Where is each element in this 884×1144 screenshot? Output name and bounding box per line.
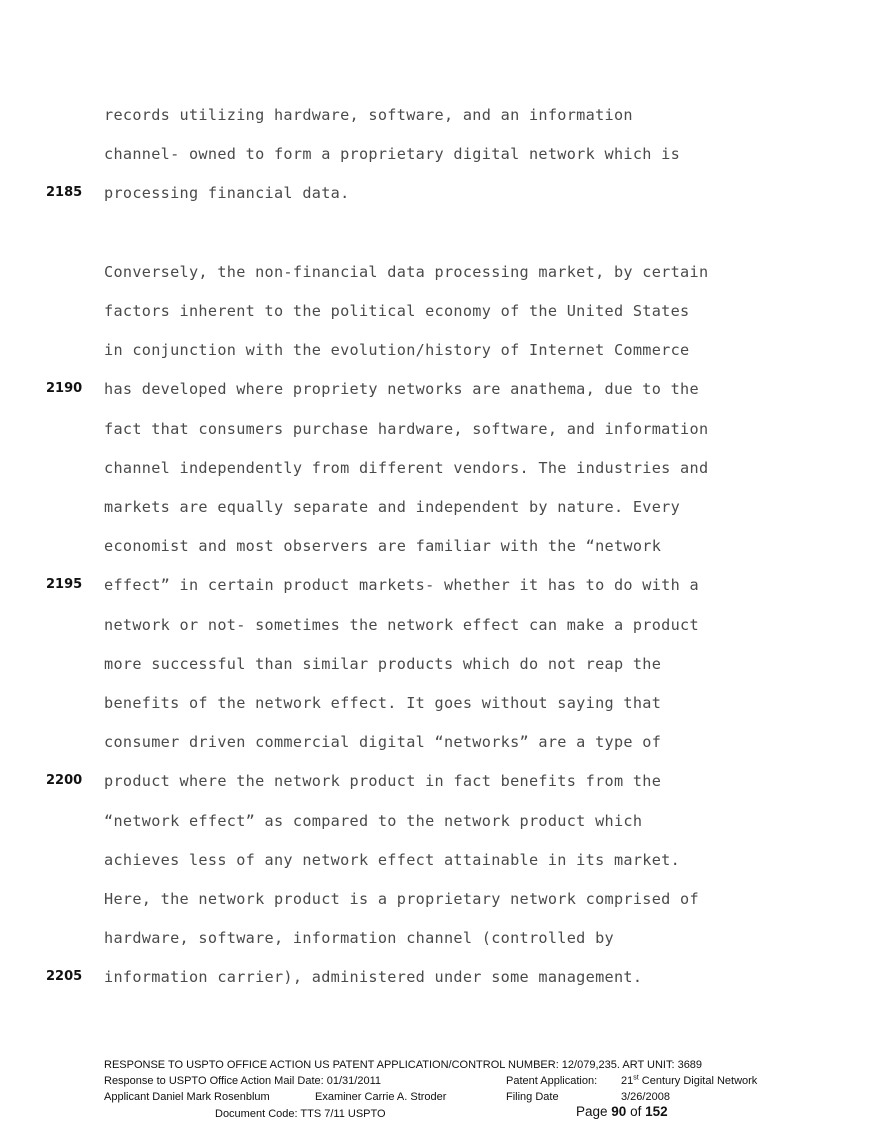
body-line: has developed where propriety networks are anathema, due to the xyxy=(104,380,699,399)
body-line: in conjunction with the evolution/history of Internet Commerce xyxy=(104,341,690,360)
footer-patent-application-label: Patent Application: xyxy=(506,1075,598,1087)
body-line: factors inherent to the political economy of the United States xyxy=(104,302,690,320)
footer-page-number: Page 90 of 152 xyxy=(576,1104,668,1119)
body-line: effect” in certain product markets- whether it has to do with a xyxy=(104,576,699,595)
body-line: information carrier), administered under some management. xyxy=(104,968,643,987)
body-line: records utilizing hardware, software, and an information xyxy=(104,106,633,124)
footer-patent-application-title: 21st Century Digital Network xyxy=(621,1074,758,1087)
line-number: 2185 xyxy=(46,185,83,201)
line-number: 2190 xyxy=(46,381,83,397)
body-line: network or not- sometimes the network effect can make a product xyxy=(104,615,699,634)
footer-filing-date-value: 3/26/2008 xyxy=(621,1091,670,1103)
body-line: channel independently from different vendors. The industries and xyxy=(104,458,709,477)
footer-header-line: RESPONSE TO USPTO OFFICE ACTION US PATENT APPLICATION/CONTROL NUMBER: 12/079,235. ART UNIT: 3689 xyxy=(104,1059,703,1071)
body-line: economist and most observers are familiar with the “network xyxy=(104,537,662,556)
body-line: markets are equally separate and independent by nature. Every xyxy=(104,498,681,516)
body-line: benefits of the network effect. It goes without saying that xyxy=(104,694,662,712)
body-line: more successful than similar products which do not reap the xyxy=(104,654,662,673)
footer-mail-date: Response to USPTO Office Action Mail Date: 01/31/2011 xyxy=(104,1075,381,1087)
body-line: fact that consumers purchase hardware, software, and information xyxy=(104,419,709,438)
body-line: hardware, software, information channel (controlled by xyxy=(104,929,614,948)
line-number: 2195 xyxy=(46,577,83,593)
footer-filing-date-label: Filing Date xyxy=(506,1091,559,1103)
body-line: “network effect” as compared to the network product which xyxy=(104,811,643,830)
body-line: Here, the network product is a proprietary network comprised of xyxy=(104,890,699,908)
body-line: product where the network product in fact benefits from the xyxy=(104,772,662,791)
footer-examiner: Examiner Carrie A. Stroder xyxy=(315,1091,447,1103)
body-line: processing financial data. xyxy=(104,184,350,203)
line-number: 2200 xyxy=(46,773,83,789)
footer-document-code: Document Code: TTS 7/11 USPTO xyxy=(215,1108,386,1120)
body-line: channel- owned to form a proprietary digital network which is xyxy=(104,145,681,164)
body-line: achieves less of any network effect attainable in its market. xyxy=(104,850,681,869)
body-line: consumer driven commercial digital “networks” are a type of xyxy=(104,733,662,752)
body-line: Conversely, the non-financial data processing market, by certain xyxy=(104,262,709,281)
line-number: 2205 xyxy=(46,969,83,985)
footer-applicant: Applicant Daniel Mark Rosenblum xyxy=(104,1091,270,1103)
